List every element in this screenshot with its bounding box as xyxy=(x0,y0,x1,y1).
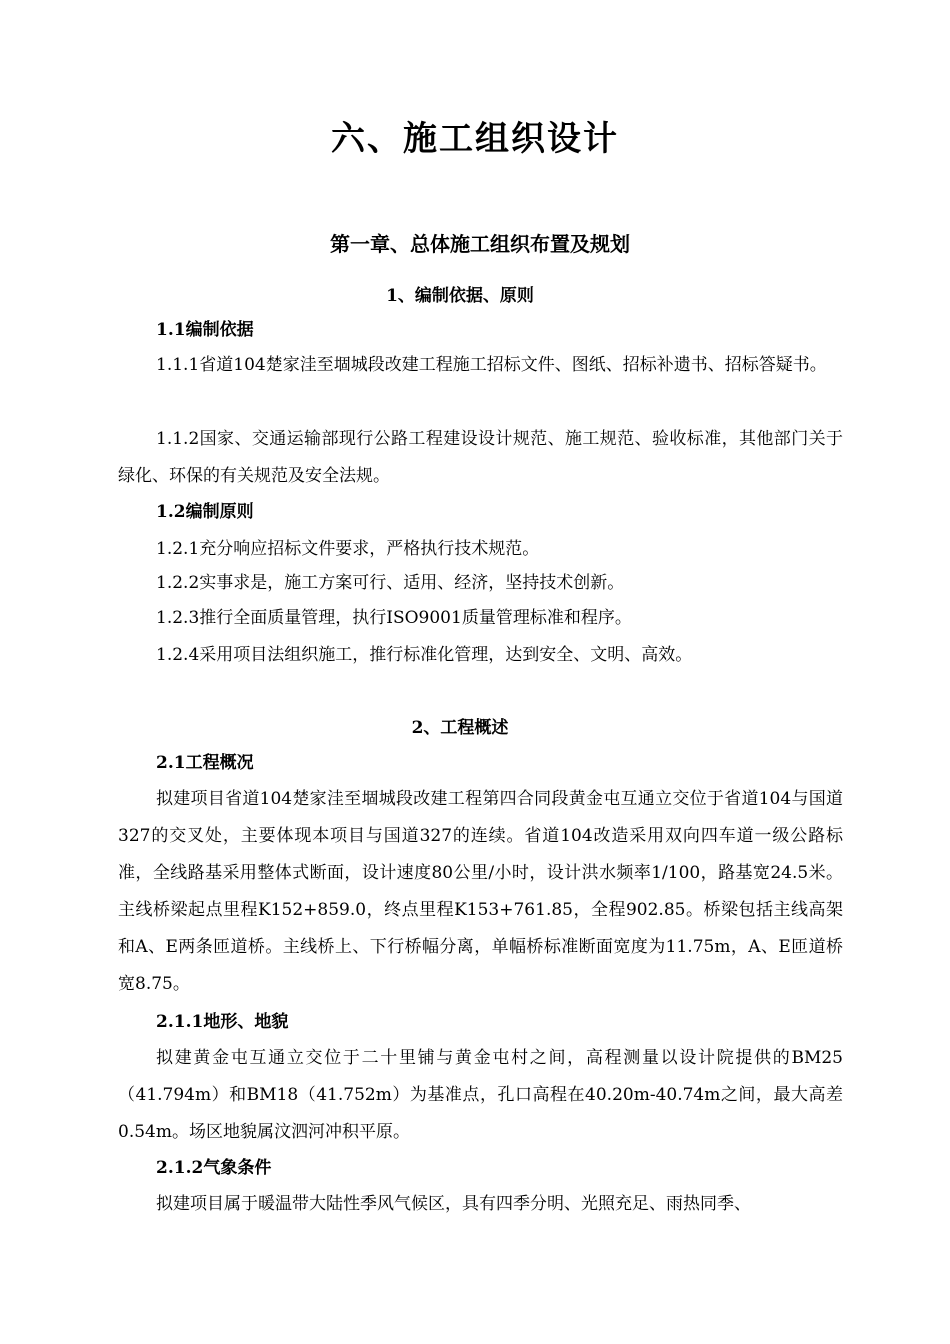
paragraph-1-2-2: 1.2.2实事求是，施工方案可行、适用、经济，坚持技术创新。 xyxy=(156,573,625,593)
paragraph-2-1: 拟建项目省道104楚家洼至堌城段改建工程第四合同段黄金屯互通立交位于省道104与国道327的交叉处，主要体现本项目与国道327的连续。省道104改造采用双向四车道一级公路标准，全线路基采用整体式断面，设计速度80公里/小时，设计洪水频率1/100，路基宽24.5米。主线桥梁起点里程K152+859.0，终点里程K153+761.85，全程902.85。桥梁包括主线高架和A、E两条匝道桥。主线桥上、下行桥幅分离，单幅桥标准断面宽度为11.75m，A、E匝道桥宽8.75。 xyxy=(118,789,843,994)
heading-1-2: 1.2编制原则 xyxy=(156,502,254,522)
document-title: 六、施工组织设计 xyxy=(331,119,619,159)
paragraph-2-1-2: 拟建项目属于暖温带大陆性季风气候区，具有四季分明、光照充足、雨热同季、 xyxy=(156,1194,751,1214)
heading-2-1-2: 2.1.2气象条件 xyxy=(156,1158,272,1178)
section-title-1: 1、编制依据、原则 xyxy=(386,286,534,306)
paragraph-1-1-2: 1.1.2国家、交通运输部现行公路工程建设设计规范、施工规范、验收标准，其他部门关于绿化、环保的有关规范及安全法规。 xyxy=(118,429,843,486)
paragraph-2-1-1: 拟建黄金屯互通立交位于二十里铺与黄金屯村之间，高程测量以设计院提供的BM25（41.794m）和BM18（41.752m）为基准点，孔口高程在40.20m-40.74m之间，最大高差0.54m。场区地貌属汶泗河冲积平原。 xyxy=(118,1048,843,1142)
heading-2-1-1: 2.1.1地形、地貌 xyxy=(156,1012,289,1032)
chapter-title: 第一章、总体施工组织布置及规划 xyxy=(330,232,630,256)
heading-1-1: 1.1编制依据 xyxy=(156,320,254,340)
section-title-2: 2、工程概述 xyxy=(411,718,509,738)
paragraph-1-2-3: 1.2.3推行全面质量管理，执行ISO9001质量管理标准和程序。 xyxy=(156,608,632,628)
paragraph-1-2-1: 1.2.1充分响应招标文件要求，严格执行技术规范。 xyxy=(156,539,540,559)
heading-2-1: 2.1工程概况 xyxy=(156,753,254,773)
paragraph-1-1-1: 1.1.1省道104楚家洼至堌城段改建工程施工招标文件、图纸、招标补遗书、招标答疑书。 xyxy=(156,355,827,375)
paragraph-1-2-4: 1.2.4采用项目法组织施工，推行标准化管理，达到安全、文明、高效。 xyxy=(156,645,693,665)
